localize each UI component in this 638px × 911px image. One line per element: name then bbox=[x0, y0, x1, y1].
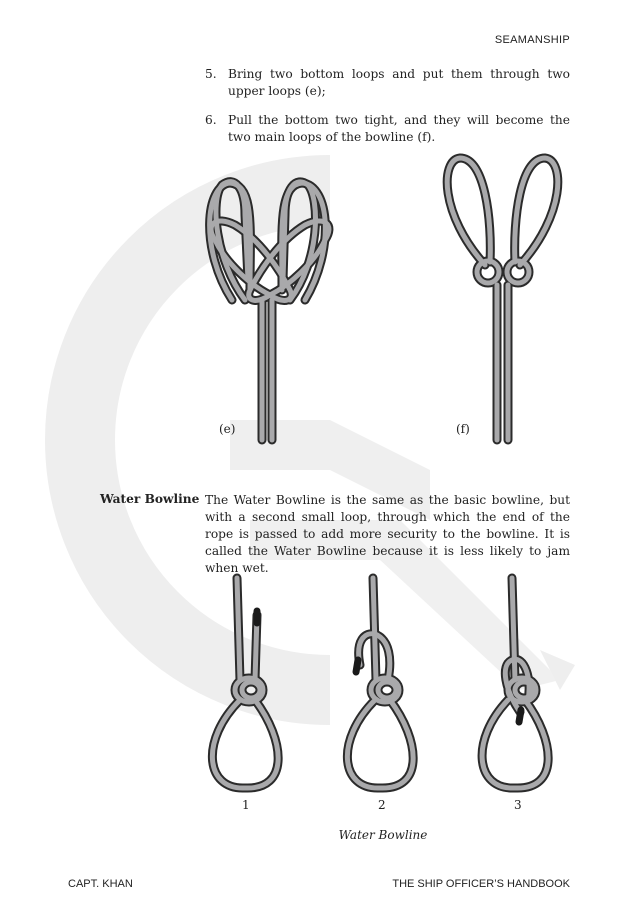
step-text: Bring two bottom loops and put them through two upper loops (e); bbox=[228, 67, 570, 98]
step-text: Pull the bottom two tight, and they will become the two main loops of the bowline (f). bbox=[228, 113, 570, 144]
water-bowline-label-1: 1 bbox=[242, 798, 250, 812]
figure-label-f: (f) bbox=[456, 422, 470, 436]
step-number: 5. bbox=[205, 67, 217, 81]
footer-book-title: THE SHIP OFFICER’S HANDBOOK bbox=[392, 878, 570, 890]
water-bowline-step-1 bbox=[212, 578, 278, 788]
figure-caption: Water Bowline bbox=[338, 828, 428, 842]
figure-label-e: (e) bbox=[219, 422, 236, 436]
water-bowline-step-2 bbox=[347, 578, 413, 788]
side-heading: Water Bowline bbox=[100, 492, 200, 506]
footer-author: CAPT. KHAN bbox=[68, 878, 133, 890]
water-bowline-description: The Water Bowline is the same as the basic bowline, but with a second small loop, through which the end of the rope is passed to add more security to the bowline. It is called the Water Bowline because it is less likely to jam when wet. bbox=[205, 493, 570, 575]
running-header: SEAMANSHIP bbox=[494, 34, 570, 46]
water-bowline-label-2: 2 bbox=[378, 798, 386, 812]
step-number: 6. bbox=[205, 113, 217, 127]
water-bowline-label-3: 3 bbox=[514, 798, 522, 812]
water-bowline-step-3 bbox=[482, 578, 548, 788]
